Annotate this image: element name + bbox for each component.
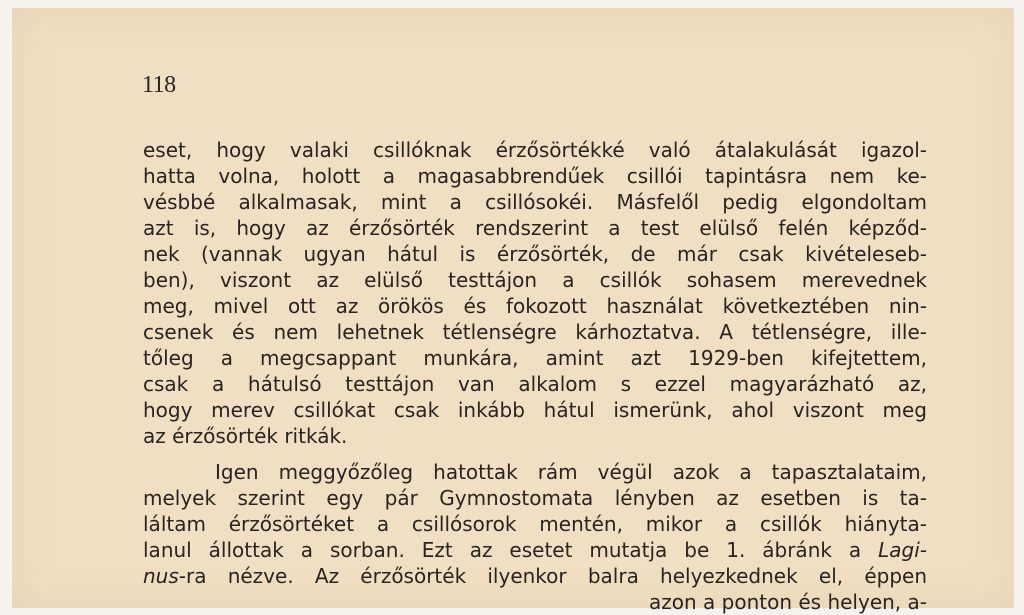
text-line: hogy merev csillókat csak inkább hátul ismerünk, ahol viszont meg [143,398,927,422]
text-line: ben), viszont az elülső testtájon a csillók sohasem merevednek [143,268,927,292]
body-text [143,137,927,615]
book-page [12,8,1014,614]
text-line: Igen meggyőzőleg hatottak rám végül azok a tapasztalataim, [215,460,927,484]
text-line: az érzősörték ritkák. [143,424,348,448]
text-line [143,589,927,615]
text-line: láltam érzősörtéket a csillósorok mentén, mikor a csillók hiányta- [143,512,927,536]
text-segment: lanul állottak a sorban. Ezt az esetet mutatja be 1. ábránk a [143,538,862,562]
species-name: Lagi- [878,538,927,562]
text-line: csak a hátulsó testtájon van alkalom s ezzel magyarázható az, [143,372,927,396]
text-line: melyek szerint egy pár Gymnostomata lényben az esetben is ta- [143,486,927,510]
text-line [143,537,927,563]
text-line: azt is, hogy az érzősörték rendszerint a test elülső felén képződ- [143,216,927,240]
text-line: nek (vannak ugyan hátul is érzősörték, de már csak kivételeseb- [143,242,927,266]
text-segment: -ra nézve. Az érzősörték ilyenkor balra helyezkednek el, éppen [178,564,927,588]
text-line: csenek és nem lehetnek tétlenségre kárhoztatva. A tétlenségre, ille- [143,320,927,344]
text-line [143,563,927,589]
text-segment: azon a ponton és helyen, a- [649,590,927,614]
page-number: 118 [142,72,176,98]
text-line: hatta volna, holott a magasabbrendűek csillói tapintásra nem ke- [143,164,927,188]
text-line: vésbbé alkalmasak, mint a csillósokéi. Másfelől pedig elgondoltam [143,190,927,214]
species-name: nus [143,564,179,588]
text-line: eset, hogy valaki csillóknak érzősörtékké való átalakulását igazol- [143,138,927,162]
text-line: meg, mivel ott az örökös és fokozott használat következtében nin- [143,294,927,318]
text-line: tőleg a megcsappant munkára, amint azt 1929-ben kifejtettem, [143,346,927,370]
